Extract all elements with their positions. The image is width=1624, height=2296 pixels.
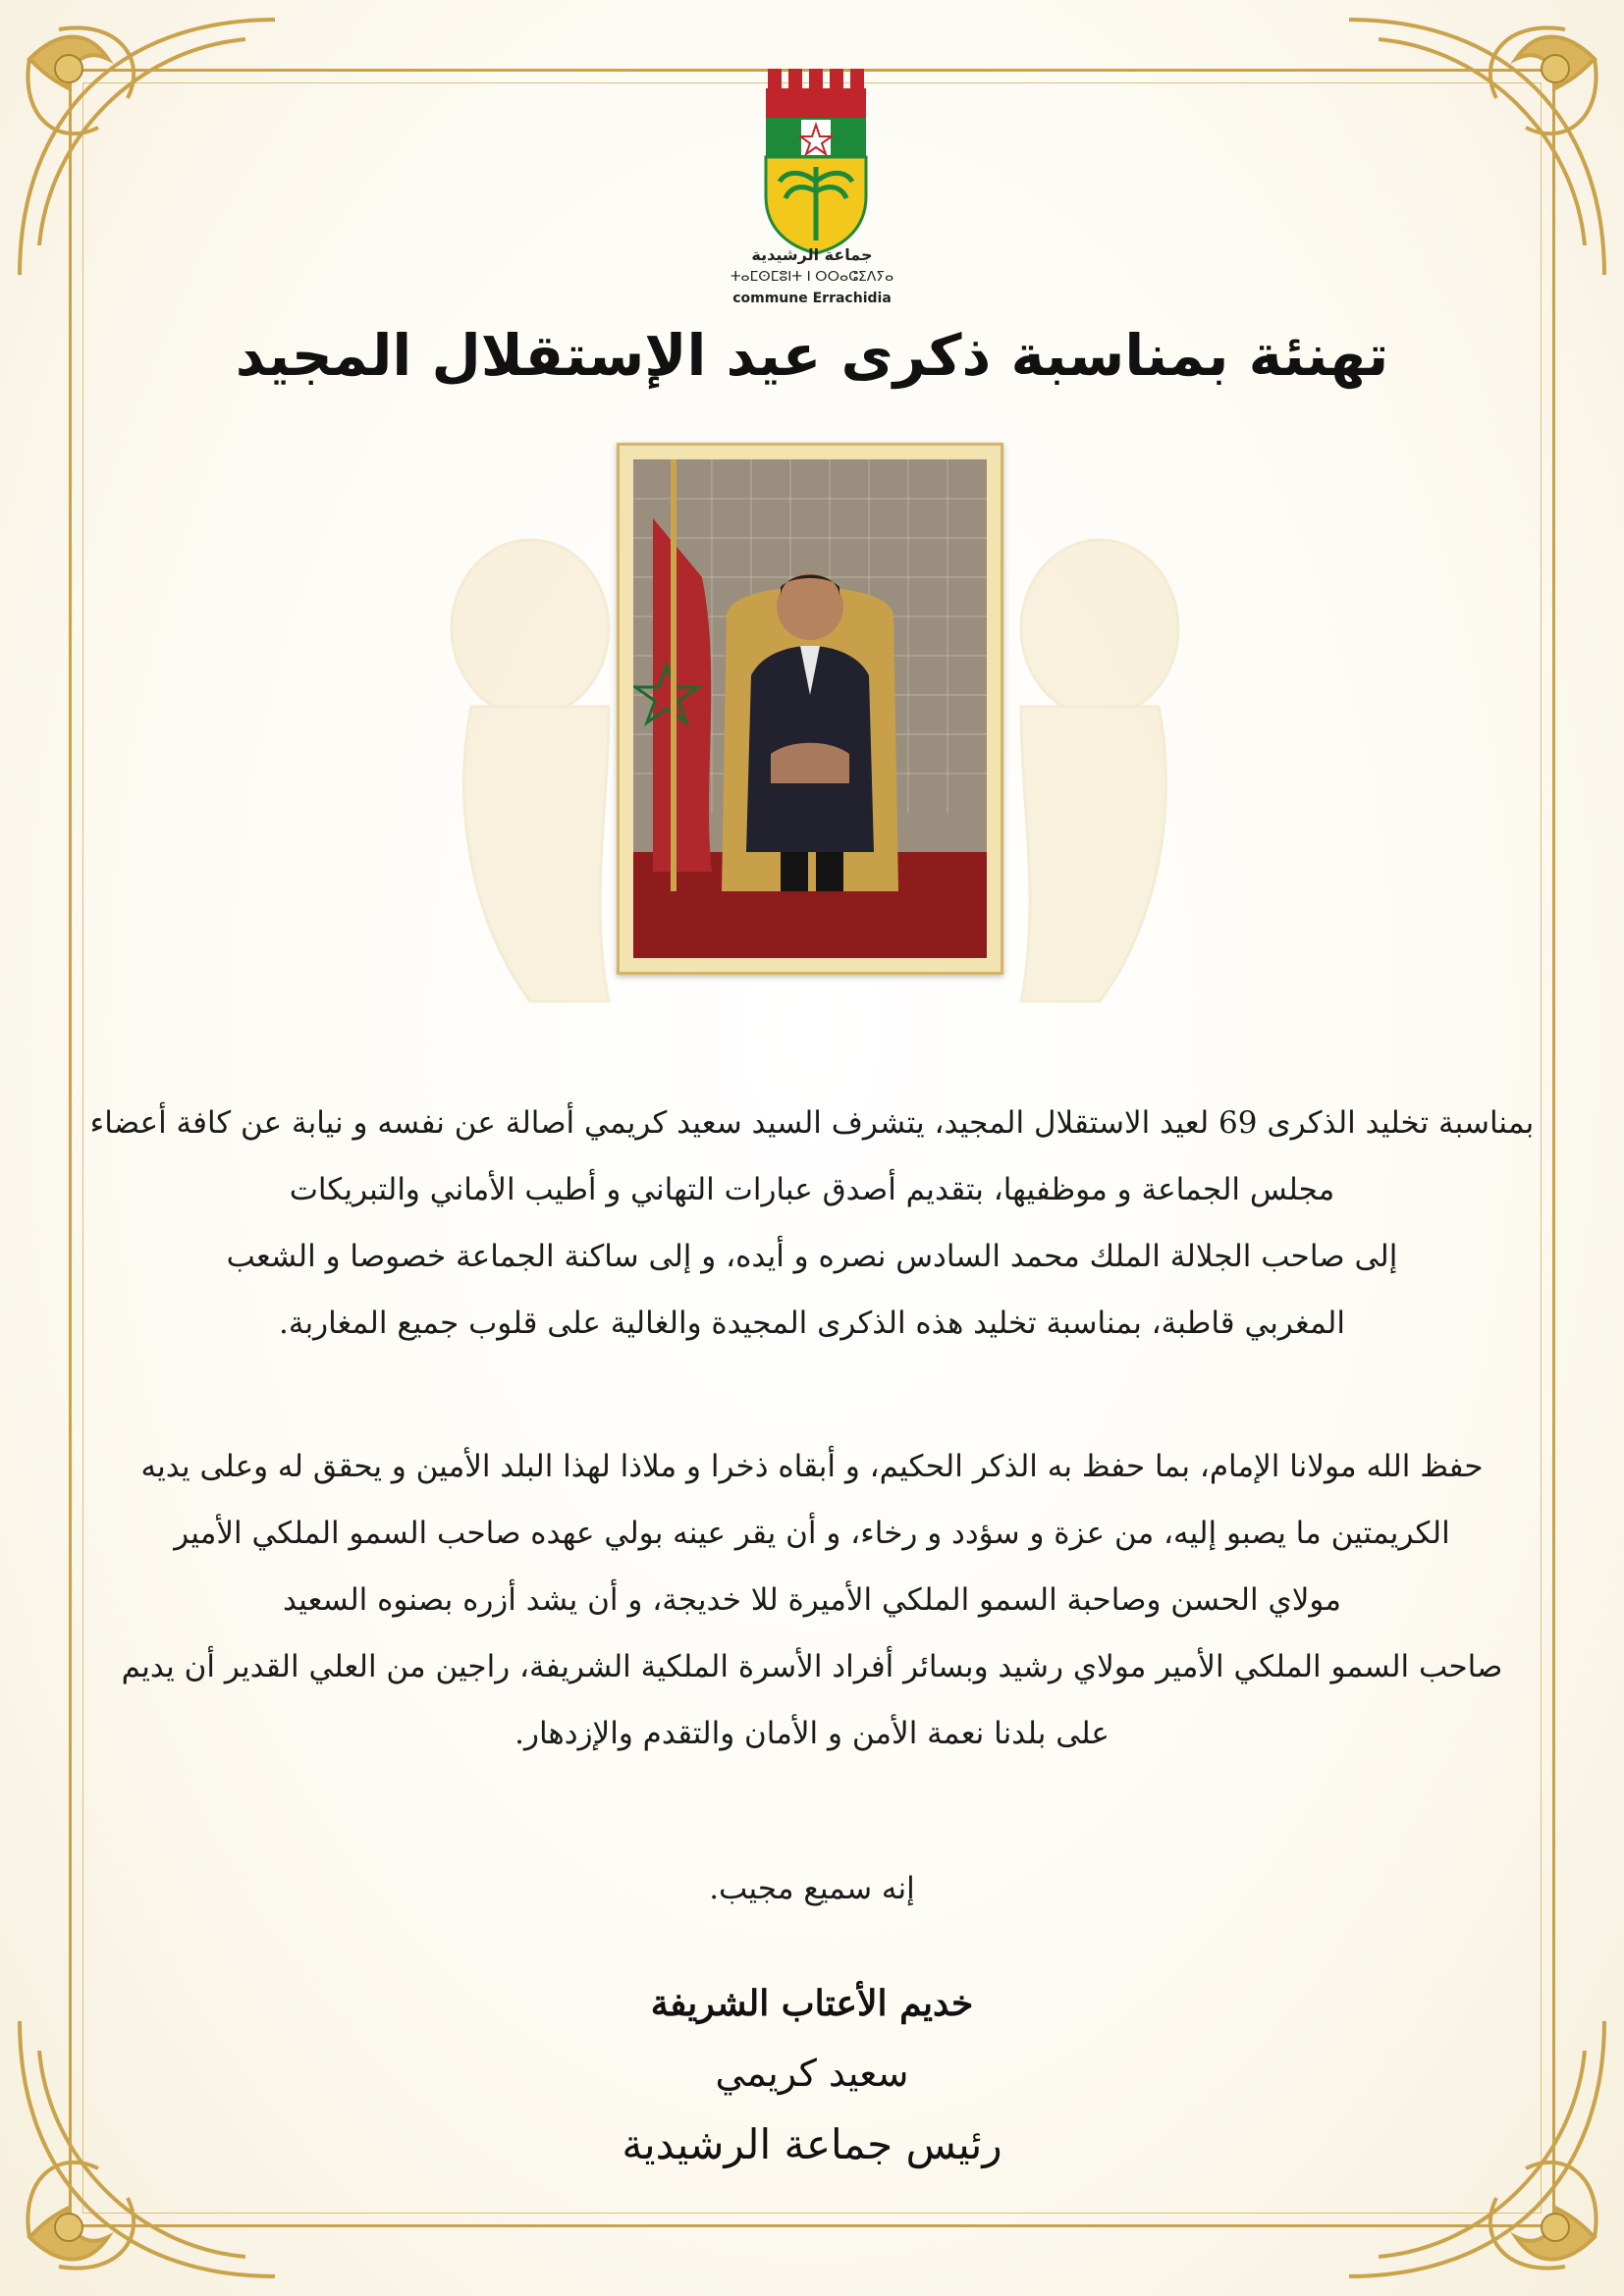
logo-name-tifinagh: ⵜⴰⵎⵙⵎⵓⵏⵜ ⵏ ⵔⵔⴰⵛⵉⴷⵢⴰ — [730, 269, 894, 285]
royal-portrait — [617, 443, 1003, 975]
paragraph-prayer — [79, 1433, 1545, 1767]
text-line: بمناسبة تخليد الذكرى 69 لعيد الاستقلال المجيد، يتشرف السيد سعيد كريمي أصالة عن نفسه و نيابة عن كافة أعضاء — [89, 1105, 1535, 1141]
closing-text: إنه سميع مجيب. — [709, 1871, 915, 1906]
text-line: مولاي الحسن وصاحبة السمو الملكي الأميرة للا خديجة، و أن يشد أزره بصنوه السعيد — [282, 1582, 1342, 1618]
signature-position: رئيس جماعة الرشيدية — [622, 2120, 1002, 2168]
text-line: الكريمتين ما يصبو إليه، من عزة و سؤدد و رخاء، و أن يقر عينه بولي عهده صاحب السمو الملكي الأمير — [174, 1516, 1450, 1551]
text-line: مجلس الجماعة و موظفيها، بتقديم أصدق عبارات التهاني و أطيب الأماني والتبريكات — [289, 1172, 1335, 1207]
page-title: تهنئة بمناسبة ذكرى عيد الإستقلال المجيد — [235, 322, 1389, 389]
corner-ornament-icon — [1329, 2002, 1624, 2296]
paragraph-congratulation — [79, 1090, 1545, 1357]
text-line: إلى صاحب الجلالة الملك محمد السادس نصره و أيده، و إلى ساكنة الجماعة خصوصا و الشعب — [226, 1239, 1398, 1274]
text-line: صاحب السمو الملكي الأمير مولاي رشيد وبسائر أفراد الأسرة الملكية الشريفة، راجين من العلي القدير أن يديم — [121, 1649, 1503, 1684]
signature-title: خديم الأعتاب الشريفة — [650, 1983, 974, 2024]
text-line: المغربي قاطبة، بمناسبة تخليد هذه الذكرى المجيدة والغالية على قلوب جميع المغاربة. — [279, 1306, 1345, 1341]
text-line: على بلدنا نعمة الأمن و الأمان والتقدم والإزدهار. — [514, 1716, 1110, 1751]
signature-name: سعيد كريمي — [715, 2052, 909, 2095]
portrait-image-icon — [633, 459, 987, 958]
text-line: حفظ الله مولانا الإمام، بما حفظ به الذكر الحكيم، و أبقاه ذخرا و ملاذا لهذا البلد الأمين و يحقق له وعلى يديه — [140, 1449, 1484, 1484]
corner-ornament-icon — [0, 0, 295, 294]
logo-name-french: commune Errachidia — [732, 291, 892, 306]
logo-name-arabic: جماعة الرشيدية — [751, 245, 873, 264]
corner-ornament-icon — [1329, 0, 1624, 294]
commune-errachidia-logo-icon — [746, 59, 884, 255]
corner-ornament-icon — [0, 2002, 295, 2296]
